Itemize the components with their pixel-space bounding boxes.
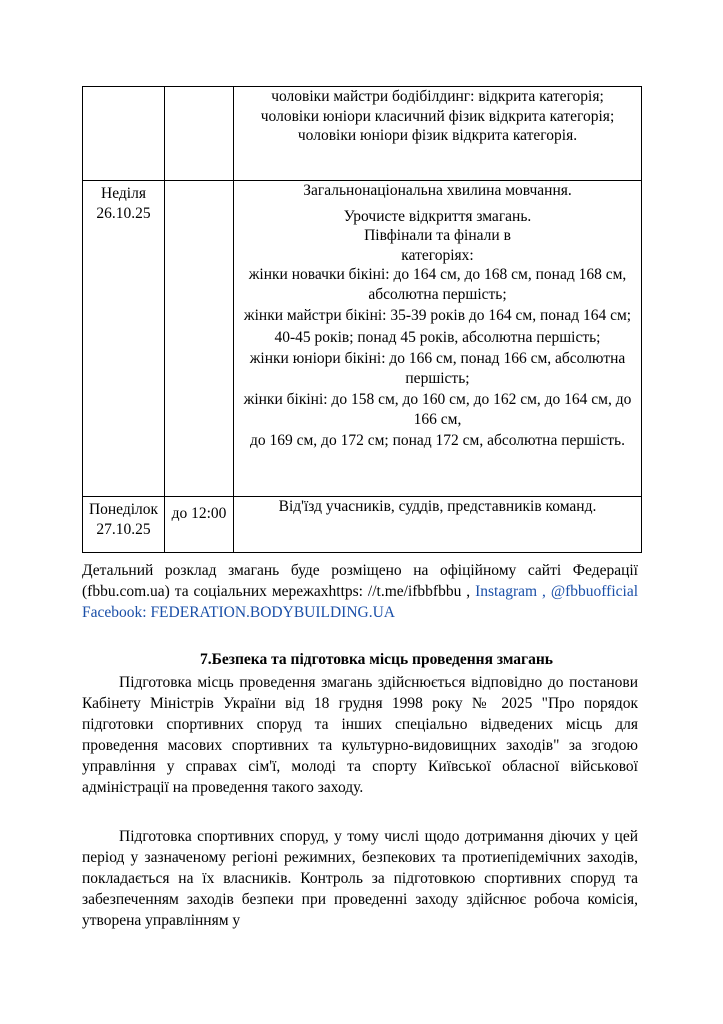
event-line: 40-45 років; понад 45 років, абсолютна першість; (274, 328, 601, 346)
event-line: чоловіки юніори класичний фізик відкрита категорія; (260, 107, 615, 125)
event-line: жінки юніори бікіні: до 166 см, понад 166 см, абсолютна першість; (249, 350, 626, 387)
day-label: Неділя (101, 185, 146, 202)
day-cell (83, 87, 165, 181)
day-cell (83, 497, 165, 553)
event-line: категоріях: (401, 246, 474, 264)
schedule-row (83, 181, 642, 497)
paragraph: Підготовка місць проведення змагань здійснюється відповідно до постанови Кабінету Міністрів України від 18 грудня 1998 року № 2025 "Про порядок підготовки спортивних споруд та інших спеціально відведених місць для проведення масових спортивних та культурно-видовищних заходів" за згодою управління у справах сім'ї, молоді та спорту Київської обласної військової адміністрації на проведення такого заходу. (82, 674, 638, 796)
event-cell (234, 497, 642, 553)
event-line: жінки новачки бікіні: до 164 см, до 168 см, понад 168 см, абсолютна першість; (248, 266, 627, 303)
section-heading: 7.Безпека та підготовка місць проведення змагань (200, 651, 553, 668)
schedule-row (83, 497, 642, 553)
event-line: Від'їзд учасників, суддів, представників команд. (278, 498, 597, 515)
schedule-row (83, 87, 642, 181)
event-line: жінки бікіні: до 158 см, до 160 см, до 162 см, до 164 см, до 166 см, (243, 391, 632, 428)
day-label: Понеділок (88, 501, 159, 518)
schedule-table (82, 86, 642, 553)
event-cell (234, 87, 642, 181)
event-line: Урочисте відкриття змагань. (343, 207, 532, 225)
time-label: до 12:00 (171, 505, 227, 522)
date-label: 26.10.25 (96, 204, 151, 222)
social-links[interactable]: Instagram , @fbbuofficial Facebook: FEDERATION.BODYBUILDING.UA (82, 583, 639, 621)
schedule-note (82, 560, 638, 623)
date-label: 27.10.25 (96, 520, 151, 538)
paragraph: Підготовка спортивних споруд, у тому числі щодо дотримання діючих у цей період у зазначеному регіоні режимних, безпекових та протиепідемічних заходів, покладається на їх власників. Контроль за підготовкою спортивних споруд та забезпеченням заходів безпеки при проведенні заходу здійснює робоча комісія, утворена управлінням у (82, 828, 638, 929)
note-text: Детальний розклад змагань буде розміщено на офіційному сайті Федерації (fbbu.com.ua) та соціальних мережахhttps: //t.me/ifbbfbbu , (82, 562, 638, 600)
time-cell (165, 181, 234, 497)
event-cell (234, 181, 642, 497)
event-line: чоловіки юніори фізик відкрита категорія. (297, 127, 578, 144)
day-cell (83, 181, 165, 497)
time-cell (165, 497, 234, 553)
event-line: Загальнонаціональна хвилина мовчання. (303, 182, 572, 199)
time-cell (165, 87, 234, 181)
event-line: Півфінали та фінали в (364, 227, 511, 244)
event-line: жінки майстри бікіні: 35-39 років до 164 см, понад 164 см; (243, 307, 632, 324)
event-line: до 169 см, до 172 см; понад 172 см, абсолютна першість. (249, 432, 625, 449)
event-line: чоловіки майстри бодібілдинг: відкрита категорія; (271, 88, 604, 105)
